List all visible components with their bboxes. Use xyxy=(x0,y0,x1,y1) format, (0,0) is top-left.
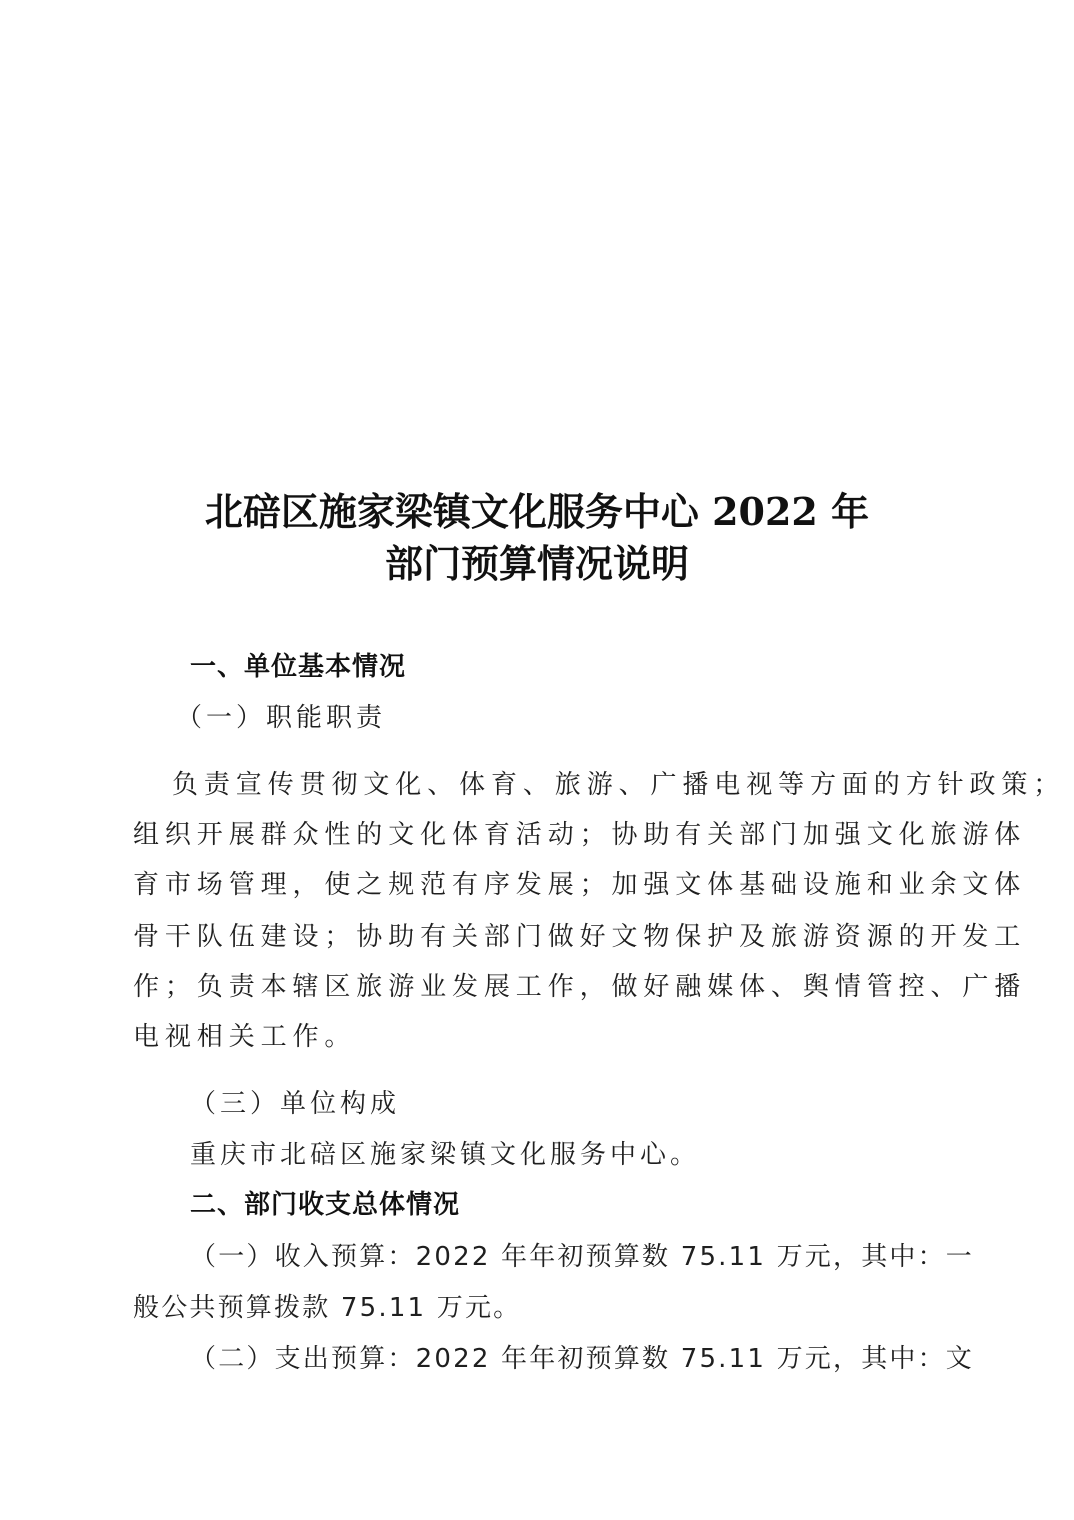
composition-heading: （三）单位构成 xyxy=(190,1089,401,1119)
duties-heading: （一）职能职责 xyxy=(176,703,387,733)
duties-paragraph-line: 负责宣传贯彻文化、体育、旅游、广播电视等方面的方针政策； xyxy=(172,770,1066,800)
document-title-line1: 北碚区施家梁镇文化服务中心 2022 年 xyxy=(204,489,870,534)
duties-paragraph-line: 组织开展群众性的文化体育活动；协助有关部门加强文化旅游体 xyxy=(133,820,1027,850)
income-budget-line: （一）收入预算：2022 年年初预算数 75.11 万元，其中：一 xyxy=(190,1242,974,1272)
duties-paragraph-line: 骨干队伍建设；协助有关部门做好文物保护及旅游资源的开发工 xyxy=(133,922,1027,952)
document-title-line2: 部门预算情况说明 xyxy=(384,541,689,586)
section1-heading: 一、单位基本情况 xyxy=(190,652,407,682)
section2-heading: 二、部门收支总体情况 xyxy=(190,1190,461,1220)
duties-paragraph-line: 育市场管理，使之规范有序发展；加强文体基础设施和业余文体 xyxy=(133,870,1027,900)
duties-paragraph-line: 电视相关工作。 xyxy=(133,1022,357,1052)
composition-text: 重庆市北碚区施家梁镇文化服务中心。 xyxy=(190,1140,701,1170)
duties-paragraph-line: 作；负责本辖区旅游业发展工作，做好融媒体、舆情管控、广播 xyxy=(133,972,1027,1002)
expense-budget-line: （二）支出预算：2022 年年初预算数 75.11 万元，其中：文 xyxy=(190,1344,974,1374)
income-budget-line: 般公共预算拨款 75.11 万元。 xyxy=(133,1293,522,1323)
